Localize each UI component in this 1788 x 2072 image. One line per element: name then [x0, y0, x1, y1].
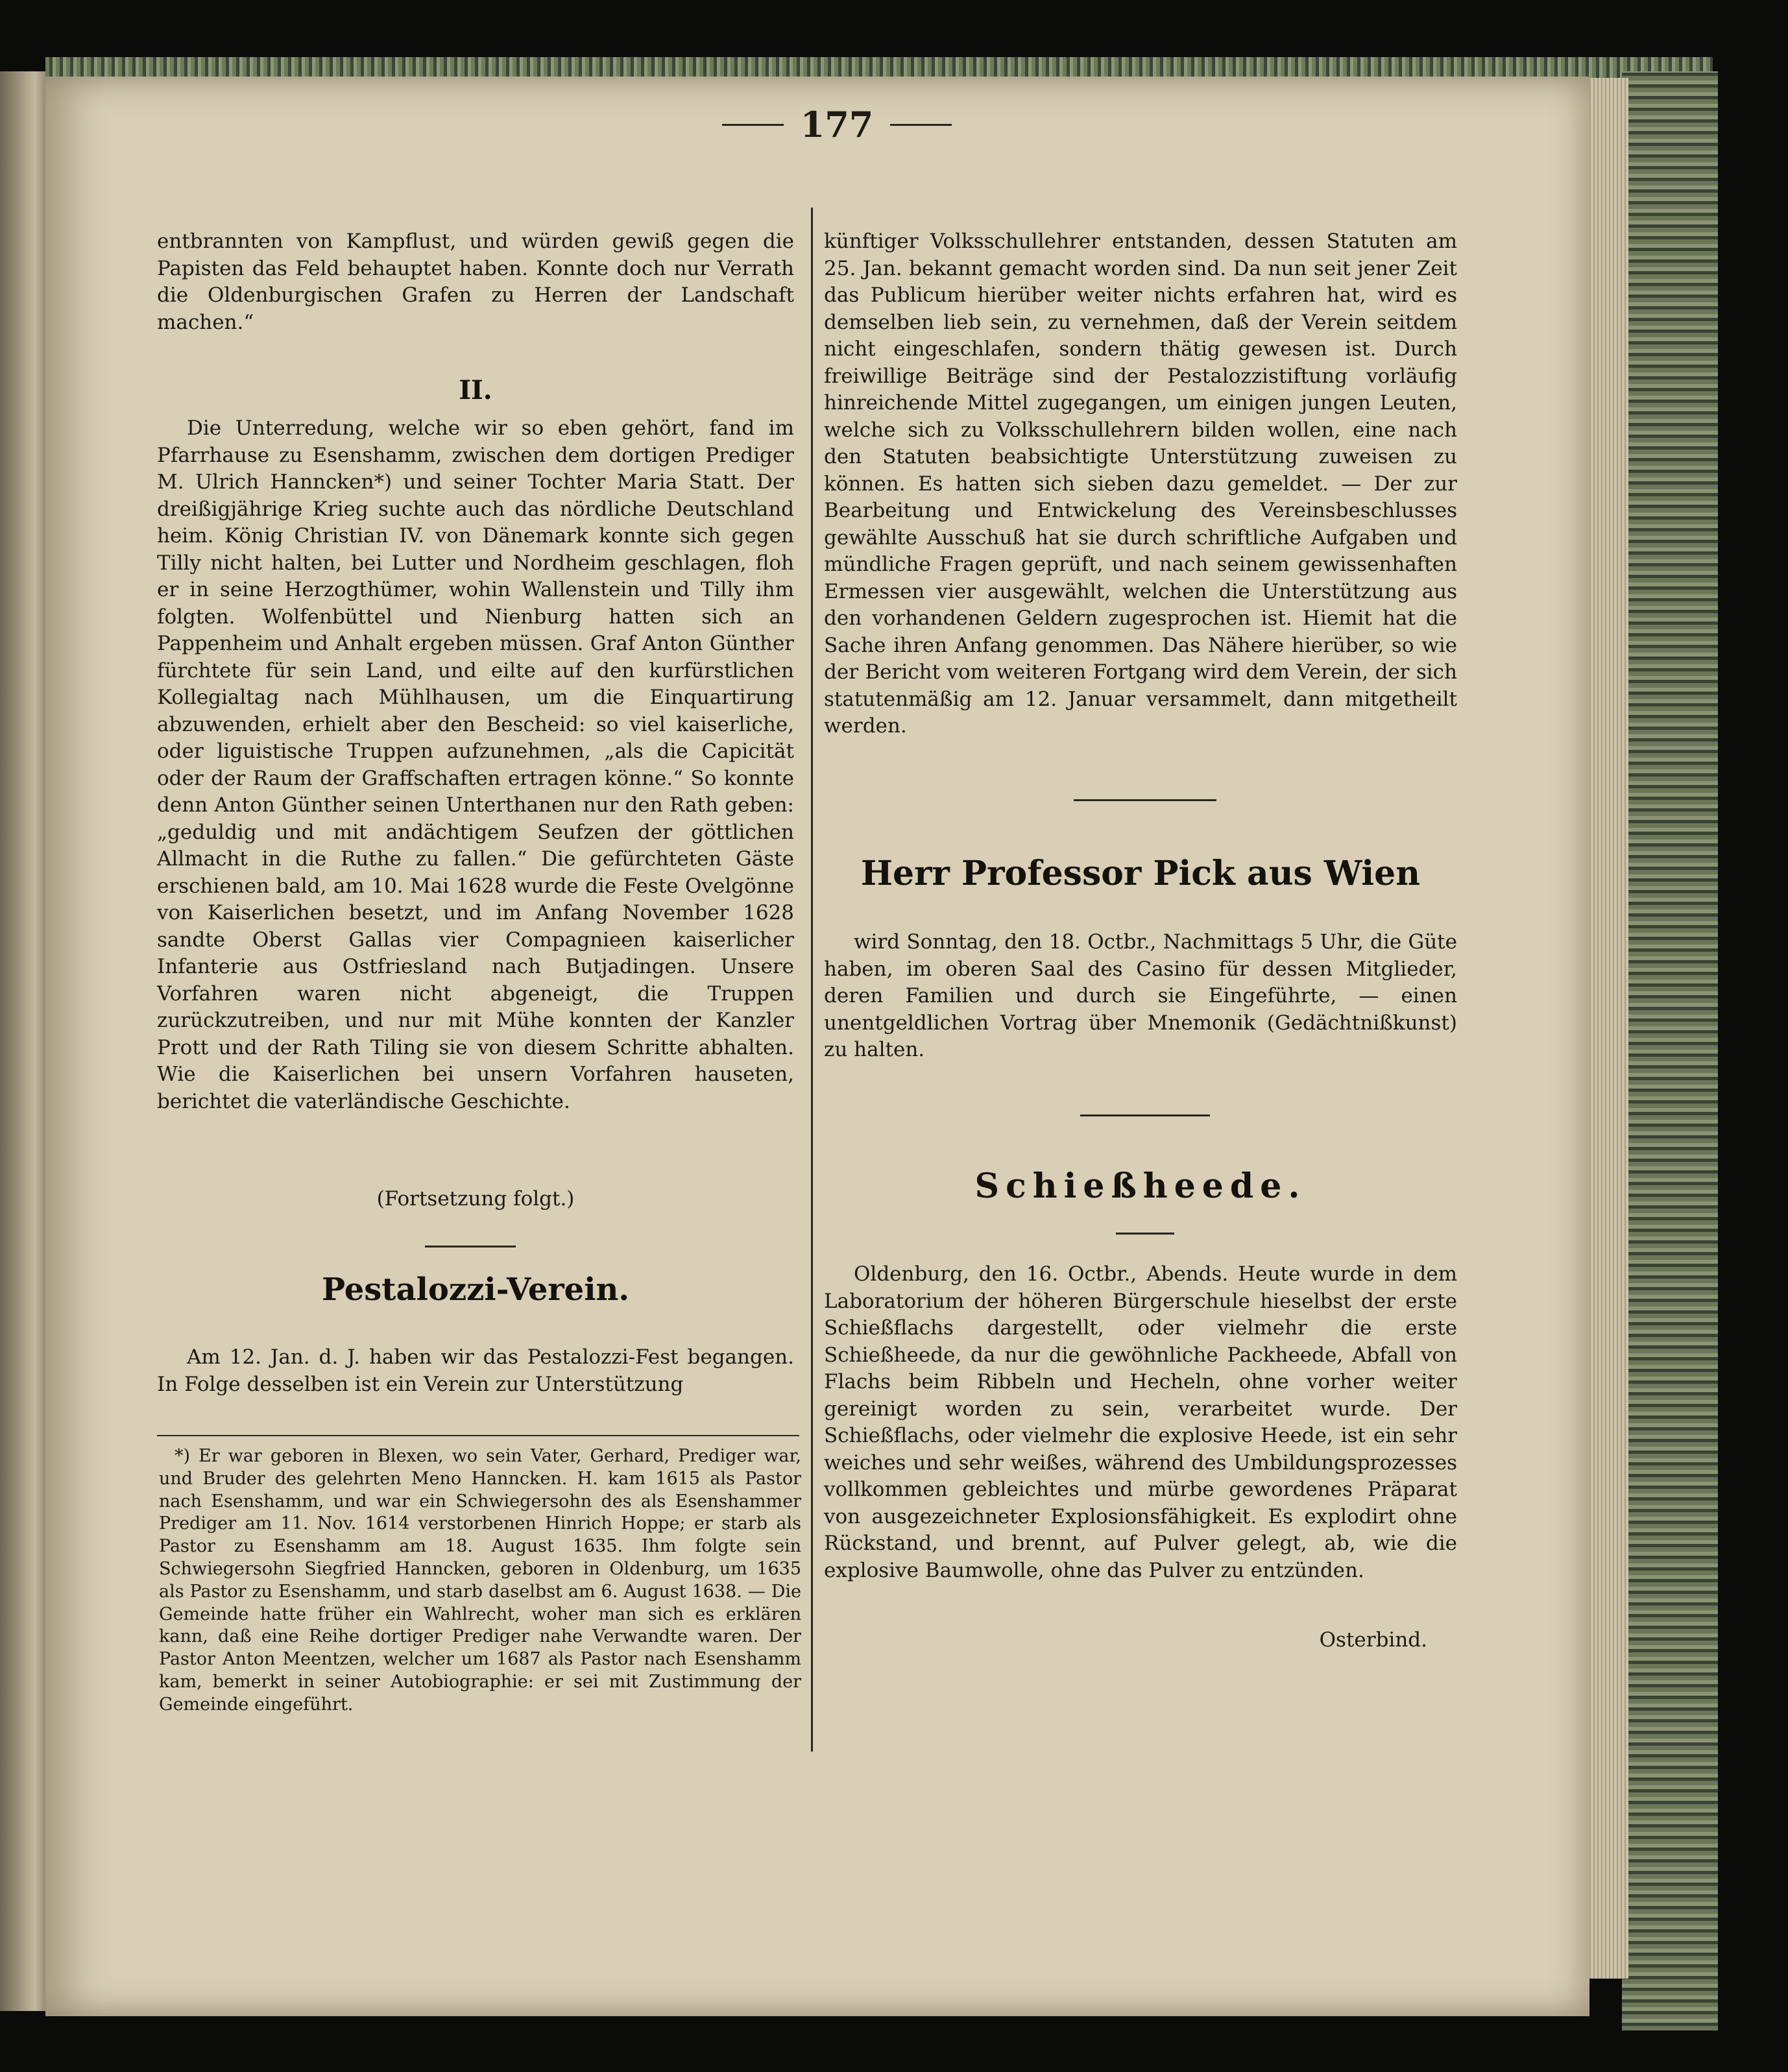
continuation-note-block [157, 1186, 794, 1213]
pestalozzi-heading: Pestalozzi-Verein. [321, 1271, 630, 1308]
separator-rule [1080, 1114, 1210, 1116]
left-main-article [157, 415, 794, 1115]
professor-heading: Herr Professor Pick aus Wien [860, 854, 1421, 893]
right-pestalozzi-continued [824, 228, 1457, 740]
schiessheede-article [824, 1261, 1457, 1584]
schiessheede-heading: Schießheede. [974, 1166, 1307, 1206]
left-page-edge [0, 71, 47, 2011]
page-number: 177 [675, 99, 999, 151]
separator-rule [425, 1246, 516, 1247]
opening-text: entbrannten von Kampflust, und würden gewiß gegen die Papisten das Feld behauptet haben. Konnte doch nur Verrath die Oldenburgischen Grafen zu Herren der Landschaft machen.“ [157, 230, 794, 334]
page-stack-edge [1583, 78, 1628, 1979]
section-paragraph: Die Unterredung, welche wir so eben gehört, fand im Pfarrhause zu Esenshamm, zwischen dem dortigen Prediger M. Ulrich Hanncken*) und seiner Tochter Maria Statt. Der dreißigjährige Krieg suchte auch das nördliche Deutschland heim. König Christian IV. von Dänemark konnte sich gegen Tilly nicht halten, bei Lutter und Nordheim geschlagen, floh er in seine Herzogthümer, wohin Wallenstein und Tilly ihm folgten. Wolfenbüttel und Nienburg hatten sich an Pappenheim und Anhalt ergeben müssen. Graf Anton Günther fürchtete für sein Land, und eilte auf den kurfürstlichen Kollegialtag nach Mühlhausen, um die Einquartirung abzuwenden, erhielt aber den Bescheid: so viel kaiserliche, oder liguistische Truppen aufzunehmen, „als die Capicität oder der Raum der Graffschaften ertragen könne.“ So konnte denn Anton Günther seinen Unterthanen nur den Rath geben: „geduldig und mit andächtigem Seufzen der göttlichen Allmacht in die Ruthe zu fallen.“ Die gefürchteten Gäste erschienen bald, am 10. Mai 1628 wurde die Feste Ovelgönne von Kaiserlichen besetzt, und im Anfang November 1628 sandte Oberst Gallas vier Compagnieen kaiserlicher Infanterie aus Ostfriesland nach Butjadingen. Unsere Vorfahren waren nicht abgeneigt, die Truppen zurückzutreiben, und nur mit Mühe konnten der Kanzler Prott und der Rath Tiling sie von diesem Schritte abhalten. Wie die Kaiserlichen bei unsern Vorfahren hauseten, berichtet die vaterländische Geschichte. [157, 416, 794, 1113]
left-opening-paragraph [157, 228, 794, 336]
professor-notice [824, 929, 1457, 1064]
book-cover-right-edge [1622, 71, 1718, 2030]
signature-block [1233, 1627, 1427, 1654]
footnote-rule [157, 1435, 799, 1436]
schiessheede-paragraph: Oldenburg, den 16. Octbr., Abends. Heute wurde in dem Laboratorium der höheren Bürgerschule hieselbst der erste Schießflachs dargestellt, oder vielmehr die erste Schießheede, da nur die gewöhnliche Packheede, Abfall von Flachs beim Ribbeln und Hecheln, ohne vorher weiter gereinigt worden zu sein, verarbeitet wurde. Der Schießflachs, oder vielmehr die explosive Heede, ist ein sehr weiches und sehr weißes, während des Umbildungsprozesses vollkommen gebleichtes und mürbe gewordenes Präparat von ausgezeichneter Explosionsfähigkeit. Es explodirt ohne Rückstand, und brennt, auf Pulver gelegt, ab, wie die explosive Baumwolle, ohne das Pulver zu entzünden. [824, 1262, 1457, 1582]
pestalozzi-continued-paragraph: künftiger Volksschullehrer entstanden, dessen Statuten am 25. Jan. bekannt gemacht worden sind. Da nun seit jener Zeit das Publicum hierüber weiter nichts erfahren hat, wird es demselben lieb sein, zu vernehmen, daß der Verein seitdem nicht eingeschlafen, sondern thätig gewesen ist. Durch freiwillige Beiträge sind der Pestalozzistiftung vorläufig hinreichende Mittel zugegangen, um einigen jungen Leuten, welche sich zu Volksschullehrern bilden wollen, eine nach den Statuten beabsichtigte Unterstützung zuweisen zu können. Es hatten sich sieben dazu gemeldet. — Der zur Bearbeitung und Entwickelung des Vereinsbeschlusses gewählte Ausschuß hat sie durch schriftliche Aufgaben und mündliche Fragen geprüft, und nach seinem gewissenhaften Ermessen vier ausgewählt, welchen die Unterstützung aus den vorhandenen Geldern zugesprochen ist. Hiemit hat die Sache ihren Anfang genommen. Das Nähere hierüber, so wie der Bericht vom weiteren Fortgang wird dem Verein, der sich statutenmäßig am 12. Januar versammelt, dann mitgetheilt werden. [824, 230, 1457, 738]
footnote [159, 1445, 801, 1717]
separator-rule [1116, 1233, 1174, 1235]
pestalozzi-intro [157, 1344, 794, 1398]
pestalozzi-paragraph: Am 12. Jan. d. J. haben wir das Pestalozzi-Fest begangen. In Folge desselben ist ein Verein zur Unterstützung [157, 1345, 794, 1396]
section-heading: II. [459, 375, 492, 405]
signature: Osterbind. [1319, 1628, 1427, 1652]
column-divider [811, 208, 813, 1752]
footnote-text: *) Er war geboren in Blexen, wo sein Vater, Gerhard, Prediger war, und Bruder des gelehrten Meno Hanncken. H. kam 1615 als Pastor nach Esenshamm, und war ein Schwiegersohn des als Esenshammer Prediger am 11. Nov. 1614 verstorbenen Hinrich Hoppe; er starb als Pastor zu Esenshamm am 18. August 1635. Ihm folgte sein Schwiegersohn Siegfried Hanncken, geboren in Oldenburg, um 1635 als Pastor zu Esenshamm, und starb daselbst am 6. August 1638. — Die Gemeinde hatte früher ein Wahlrecht, woher man sich es erklären kann, daß eine Reihe dortiger Prediger nahe Verwandte waren. Der Pastor Anton Meentzen, welcher um 1687 als Pastor nach Esenshamm kam, bemerkt in seiner Autobiographie: er sei mit Zustimmung der Gemeinde eingeführt. [159, 1446, 801, 1715]
continuation-note: (Fortsetzung folgt.) [376, 1187, 575, 1211]
separator-rule [1074, 799, 1216, 801]
professor-paragraph: wird Sonntag, den 18. Octbr., Nachmittags 5 Uhr, die Güte haben, im oberen Saal des Casino für dessen Mitglieder, deren Familien und durch sie Eingeführte, — einen unentgeldlichen Vortrag über Mnemonik (Gedächtnißkunst) zu halten. [824, 930, 1457, 1061]
